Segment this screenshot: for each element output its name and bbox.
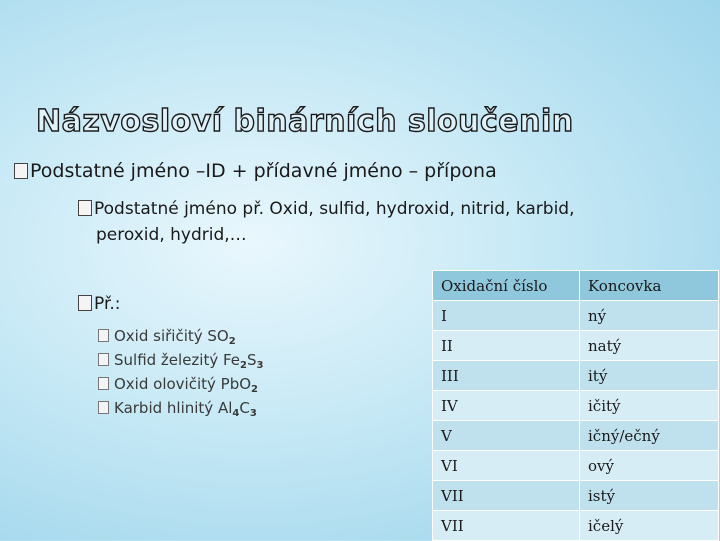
cell-suffix: ný: [580, 301, 719, 331]
table-row: [433, 391, 719, 421]
bullet-sub-text-line2: peroxid, hydrid,…: [96, 225, 247, 245]
chemical-formula: [221, 375, 258, 393]
bullet-box-icon: [98, 401, 109, 414]
bullet-main: [14, 160, 497, 182]
cell-suffix: ičný/ečný: [580, 421, 719, 451]
table-row: [433, 301, 719, 331]
chemical-formula: [223, 351, 264, 369]
cell-suffix: istý: [580, 481, 719, 511]
bullet-box-icon: [78, 200, 92, 216]
bullet-main-text: Podstatné jméno –ID + přídavné jméno – přípona: [30, 160, 497, 182]
cell-suffix: ičitý: [580, 391, 719, 421]
table-body: [433, 301, 719, 541]
chemical-formula: [207, 327, 235, 345]
formula-subscript: 2: [240, 360, 248, 371]
formula-element: S: [247, 351, 257, 369]
cell-oxidation-number: IV: [433, 391, 580, 421]
example-name: Oxid olovičitý: [114, 375, 221, 393]
example-item: [98, 372, 264, 396]
table-row: [433, 481, 719, 511]
cell-suffix: itý: [580, 361, 719, 391]
bullet-sub-text-line1: Podstatné jméno př. Oxid, sulfid, hydroxid, nitrid, karbid,: [94, 199, 575, 219]
bullet-box-icon: [98, 353, 109, 366]
formula-element: C: [239, 399, 250, 417]
formula-element: Al: [217, 399, 233, 417]
header-oxidation-number: Oxidační číslo: [433, 271, 580, 301]
formula-subscript: 2: [251, 384, 258, 395]
formula-subscript: 2: [228, 336, 236, 347]
table-row: [433, 331, 719, 361]
example-name: Karbid hlinitý: [114, 399, 218, 417]
table-row: [433, 361, 719, 391]
formula-subscript: 3: [249, 408, 257, 419]
cell-oxidation-number: VII: [433, 511, 580, 541]
example-item: [98, 396, 264, 420]
examples-heading-text: Př.:: [94, 294, 121, 314]
bullet-sub: [78, 196, 678, 248]
table-row: [433, 421, 719, 451]
example-name: Sulfid železitý: [114, 351, 223, 369]
cell-oxidation-number: II: [433, 331, 580, 361]
table-row: [433, 511, 719, 541]
bullet-box-icon: [14, 163, 28, 179]
chemical-formula: [218, 399, 257, 417]
formula-element: SO: [207, 327, 229, 345]
oxidation-table: [432, 270, 719, 541]
examples-list: [98, 324, 264, 420]
slide-title: Názvosloví binárních sloučenin: [36, 104, 574, 139]
cell-oxidation-number: III: [433, 361, 580, 391]
cell-oxidation-number: VI: [433, 451, 580, 481]
cell-suffix: natý: [580, 331, 719, 361]
cell-suffix: ový: [580, 451, 719, 481]
bullet-box-icon: [78, 295, 92, 311]
cell-oxidation-number: I: [433, 301, 580, 331]
bullet-box-icon: [98, 377, 109, 390]
examples-heading: [78, 294, 121, 314]
example-item: [98, 348, 264, 372]
bullet-box-icon: [98, 329, 109, 342]
formula-element: Fe: [223, 351, 241, 369]
table-header-row: [433, 271, 719, 301]
cell-oxidation-number: V: [433, 421, 580, 451]
example-name: Oxid siřičitý: [114, 327, 208, 345]
header-suffix: Koncovka: [580, 271, 719, 301]
formula-element: PbO: [220, 375, 252, 393]
cell-oxidation-number: VII: [433, 481, 580, 511]
formula-subscript: 4: [232, 408, 240, 419]
formula-subscript: 3: [256, 360, 264, 371]
example-item: [98, 324, 264, 348]
cell-suffix: ičelý: [580, 511, 719, 541]
table-row: [433, 451, 719, 481]
